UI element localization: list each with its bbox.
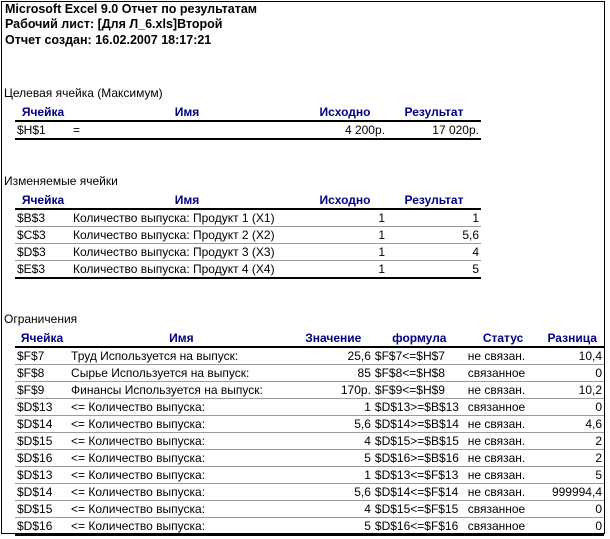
cell-value: 25,6 [294,347,373,365]
cell-name: Количество выпуска: Продукт 1 (X1) [71,209,303,227]
worksheet-line: Рабочий лист: [Для Л_6.xls]Второй [5,17,223,31]
col-cell: Ячейка [15,329,69,347]
table-row [15,450,604,467]
constraints-section-title: Ограничения [4,312,78,326]
variables-section-title: Изменяемые ячейки [4,174,118,188]
cell-name: Количество выпуска: Продукт 4 (X4) [71,261,303,279]
cell-ref: $D$16 [15,450,69,467]
col-name: Имя [71,191,303,209]
cell-status: связанное [466,399,541,416]
table-row [15,518,604,536]
cell-diff: 0 [540,501,604,518]
cell-name: Количество выпуска: Продукт 2 (X2) [71,227,303,244]
col-formula: формула [373,329,466,347]
cell-value: 1 [294,399,373,416]
variables-header-row [15,191,481,209]
cell-status: не связан. [466,382,541,399]
cell-value: 5 [294,450,373,467]
cell-status: не связан. [466,416,541,433]
cell-ref: $D$14 [15,484,69,501]
table-row [15,467,604,484]
cell-value: 5,6 [294,484,373,501]
cell-name: <= Количество выпуска: [69,484,294,501]
col-value: Значение [294,329,373,347]
cell-diff: 4,6 [540,416,604,433]
cell-formula: $D$14<=$F$14 [373,484,466,501]
cell-diff: 10,4 [540,347,604,365]
col-result: Результат [387,191,481,209]
cell-ref: $E$3 [15,261,71,279]
cell-diff: 0 [540,399,604,416]
cell-formula: $D$16>=$B$16 [373,450,466,467]
cell-ref: $H$1 [15,121,71,139]
cell-formula: $D$15>=$B$15 [373,433,466,450]
cell-name: <= Количество выпуска: [69,450,294,467]
cell-formula: $F$7<=$H$7 [373,347,466,365]
cell-result: 5,6 [387,227,481,244]
table-row [15,121,481,139]
cell-status: не связан. [466,467,541,484]
cell-ref: $D$3 [15,244,71,261]
cell-diff: 0 [540,518,604,536]
cell-value: 170р. [294,382,373,399]
cell-diff: 999994,4 [540,484,604,501]
variables-table [15,191,481,279]
cell-status: не связан. [466,347,541,365]
cell-formula: $F$8<=$H$8 [373,365,466,382]
cell-formula: $D$13<=$F$13 [373,467,466,484]
target-header-row [15,103,481,121]
table-row [15,399,604,416]
cell-initial: 1 [303,244,387,261]
cell-name: Труд Используется на выпуск: [69,347,294,365]
cell-initial: 1 [303,209,387,227]
cell-status: не связан. [466,433,541,450]
table-row [15,484,604,501]
cell-ref: $D$16 [15,518,69,536]
cell-status: не связан. [466,450,541,467]
cell-result: 5 [387,261,481,279]
cell-diff: 2 [540,450,604,467]
cell-value: 4 [294,433,373,450]
table-row [15,433,604,450]
cell-name: Финансы Используется на выпуск: [69,382,294,399]
col-initial: Исходно [303,191,387,209]
cell-ref: $C$3 [15,227,71,244]
cell-result: 4 [387,244,481,261]
cell-ref: $F$8 [15,365,69,382]
cell-value: 1 [294,467,373,484]
cell-name: Сырье Используется на выпуск: [69,365,294,382]
cell-formula: $D$14>=$B$14 [373,416,466,433]
cell-ref: $D$13 [15,399,69,416]
cell-result: 17 020р. [387,121,481,139]
constraints-header-row [15,329,604,347]
cell-initial: 1 [303,261,387,279]
cell-name: = [71,121,303,139]
col-cell: Ячейка [15,103,71,121]
table-row [15,261,481,279]
cell-ref: $B$3 [15,209,71,227]
cell-status: не связан. [466,484,541,501]
col-cell: Ячейка [15,191,71,209]
cell-formula: $D$16<=$F$16 [373,518,466,536]
cell-value: 5,6 [294,416,373,433]
table-row [15,244,481,261]
cell-ref: $F$9 [15,382,69,399]
cell-name: <= Количество выпуска: [69,416,294,433]
cell-status: связанное [466,365,541,382]
cell-value: 4 [294,501,373,518]
col-name: Имя [69,329,294,347]
cell-formula: $F$9<=$H$9 [373,382,466,399]
col-name: Имя [71,103,303,121]
table-row [15,227,481,244]
cell-ref: $D$15 [15,433,69,450]
table-row [15,365,604,382]
cell-result: 1 [387,209,481,227]
cell-status: связанное [466,518,541,536]
cell-ref: $D$14 [15,416,69,433]
cell-ref: $F$7 [15,347,69,365]
created-line: Отчет создан: 16.02.2007 18:17:21 [5,33,212,47]
cell-initial: 4 200р. [303,121,387,139]
cell-ref: $D$15 [15,501,69,518]
col-status: Статус [466,329,541,347]
cell-name: <= Количество выпуска: [69,467,294,484]
cell-name: <= Количество выпуска: [69,399,294,416]
report-title: Microsoft Excel 9.0 Отчет по результатам [5,2,258,16]
cell-diff: 0 [540,365,604,382]
cell-initial: 1 [303,227,387,244]
report-sheet [1,1,605,534]
cell-status: связанное [466,501,541,518]
cell-diff: 5 [540,467,604,484]
target-table [15,103,481,140]
col-initial: Исходно [303,103,387,121]
table-row [15,347,604,365]
cell-value: 5 [294,518,373,536]
cell-value: 85 [294,365,373,382]
table-row [15,416,604,433]
cell-ref: $D$13 [15,467,69,484]
table-row [15,501,604,518]
cell-formula: $D$15<=$F$15 [373,501,466,518]
cell-name: <= Количество выпуска: [69,518,294,536]
cell-name: Количество выпуска: Продукт 3 (X3) [71,244,303,261]
cell-name: <= Количество выпуска: [69,501,294,518]
col-diff: Разница [540,329,604,347]
cell-diff: 10,2 [540,382,604,399]
col-result: Результат [387,103,481,121]
constraints-table [15,329,604,536]
table-row [15,209,481,227]
table-row [15,382,604,399]
cell-name: <= Количество выпуска: [69,433,294,450]
cell-diff: 2 [540,433,604,450]
target-section-title: Целевая ячейка (Максимум) [4,86,163,100]
cell-formula: $D$13>=$B$13 [373,399,466,416]
